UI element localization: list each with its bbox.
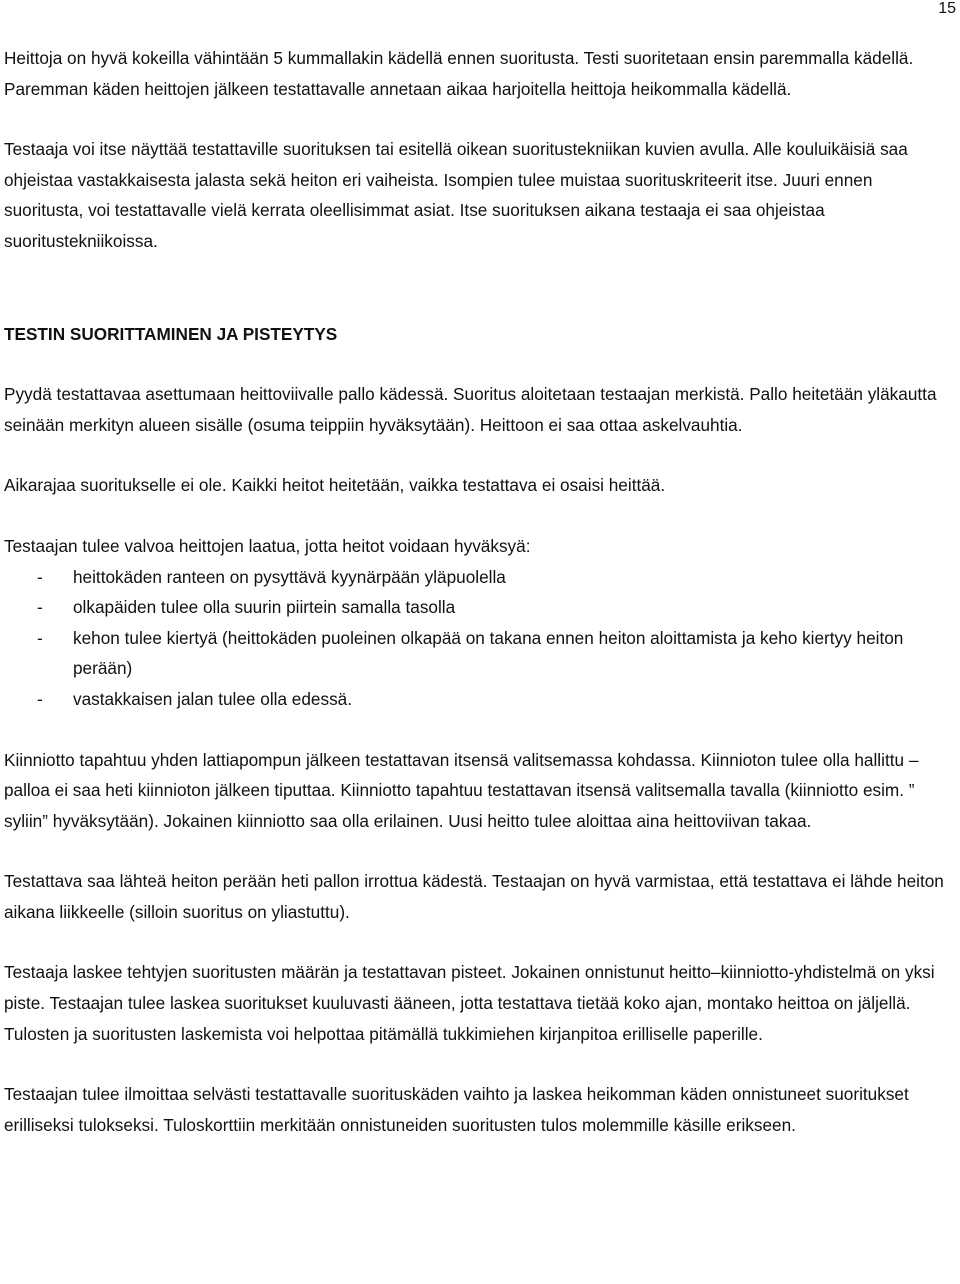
criteria-item xyxy=(4,623,954,684)
list-dash: - xyxy=(37,566,43,587)
paragraph-5: Testattava saa lähteä heiton perään heti pallon irrottua kädestä. Testaajan on hyvä varmistaa, että testattava ei lähde heiton aikana liikkeelle (silloin suoritus on yliastuttu). xyxy=(4,871,944,922)
spacer xyxy=(4,349,954,379)
criteria-list xyxy=(4,562,954,715)
criteria-item-text: olkapäiden tulee olla suurin piirtein samalla tasolla xyxy=(73,597,456,618)
criteria-item xyxy=(4,592,954,623)
page-number: 15 xyxy=(938,0,956,17)
spacer xyxy=(4,836,954,866)
paragraph-6: Testaaja laskee tehtyjen suoritusten määrän ja testattavan pisteet. Jokainen onnistunut heitto–kiinniotto-yhdistelmä on yksi piste. Testaajan tulee laskea suoritukset kuuluvasti ääneen, jotta testattava tietää koko ajan, montako heittoa on jäljellä. Tulosten ja suoritusten laskemista voi helpottaa pitämällä tukkimiehen kirjanpitoa erilliselle paperille. xyxy=(4,962,935,1044)
paragraph-7: Testaajan tulee ilmoittaa selvästi testattavalle suorituskäden vaihto ja laskea heikomman käden onnistuneet suoritukset erilliseksi tulokseksi. Tuloskorttiin merkitään onnistuneiden suoritusten tulos molemmille käsille erikseen. xyxy=(4,1084,909,1135)
criteria-item-text: heittokäden ranteen on pysyttävä kyynärpään yläpuolella xyxy=(73,566,506,587)
spacer xyxy=(4,104,954,134)
spacer xyxy=(4,1049,954,1079)
paragraph-3: Testaajan tulee valvoa heittojen laatua, jotta heitot voidaan hyväksyä: xyxy=(4,535,531,556)
spacer xyxy=(4,927,954,957)
intro-paragraph-1: Heittoja on hyvä kokeilla vähintään 5 kummallakin kädellä ennen suoritusta. Testi suoritetaan ensin paremmalla kädellä. Paremman käden heittojen jälkeen testattavalle annetaan aikaa harjoitella heittoja heikommalla kädellä. xyxy=(4,48,914,99)
paragraph-1: Pyydä testattavaa asettumaan heittoviivalle pallo kädessä. Suoritus aloitetaan testaajan merkistä. Pallo heitetään yläkautta seinään merkityn alueen sisälle (osuma teippiin hyväksytään). Heittoon ei saa ottaa askelvauhtia. xyxy=(4,384,937,435)
list-dash: - xyxy=(37,688,43,709)
spacer xyxy=(4,257,954,319)
spacer xyxy=(4,501,954,531)
list-dash: - xyxy=(37,627,43,648)
paragraph-4: Kiinniotto tapahtuu yhden lattiapompun jälkeen testattavan itsensä valitsemassa kohdassa. Kiinnioton tulee olla hallittu – palloa ei saa heti kiinnioton jälkeen tiputtaa. Kiinniotto tapahtuu testattavan itsensä valitsemalla tavalla (kiinniotto esim. ” syliin” hyväksytään). Jokainen kiinniotto saa olla erilainen. Uusi heitto tulee aloittaa aina heittoviivan takaa. xyxy=(4,749,919,831)
intro-paragraph-2: Testaaja voi itse näyttää testattaville suorituksen tai esitellä oikean suoritustekniikan kuvien avulla. Alle kouluikäisiä saa ohjeistaa vastakkaisesta jalasta sekä heiton eri vaiheista. Isompien tulee muistaa suorituskriteerit itse. Juuri ennen suoritusta, voi testattavalle vielä kerrata oleellisimmat asiat. Itse suorituksen aikana testaaja ei saa ohjeistaa suoritustekniikoissa. xyxy=(4,139,908,251)
document-body xyxy=(4,43,954,1140)
criteria-item-text: kehon tulee kiertyä (heittokäden puoleinen olkapää on takana ennen heiton aloittamista ja keho kiertyy heiton perään) xyxy=(73,627,904,679)
list-dash: - xyxy=(37,597,43,618)
criteria-item-text: vastakkaisen jalan tulee olla edessä. xyxy=(73,688,352,709)
criteria-item xyxy=(4,562,954,593)
spacer xyxy=(4,440,954,470)
spacer xyxy=(4,715,954,745)
paragraph-2: Aikarajaa suoritukselle ei ole. Kaikki heitot heitetään, vaikka testattava ei osaisi heittää. xyxy=(4,475,666,496)
section-heading: TESTIN SUORITTAMINEN JA PISTEYTYS xyxy=(4,323,338,344)
criteria-item xyxy=(4,684,954,715)
